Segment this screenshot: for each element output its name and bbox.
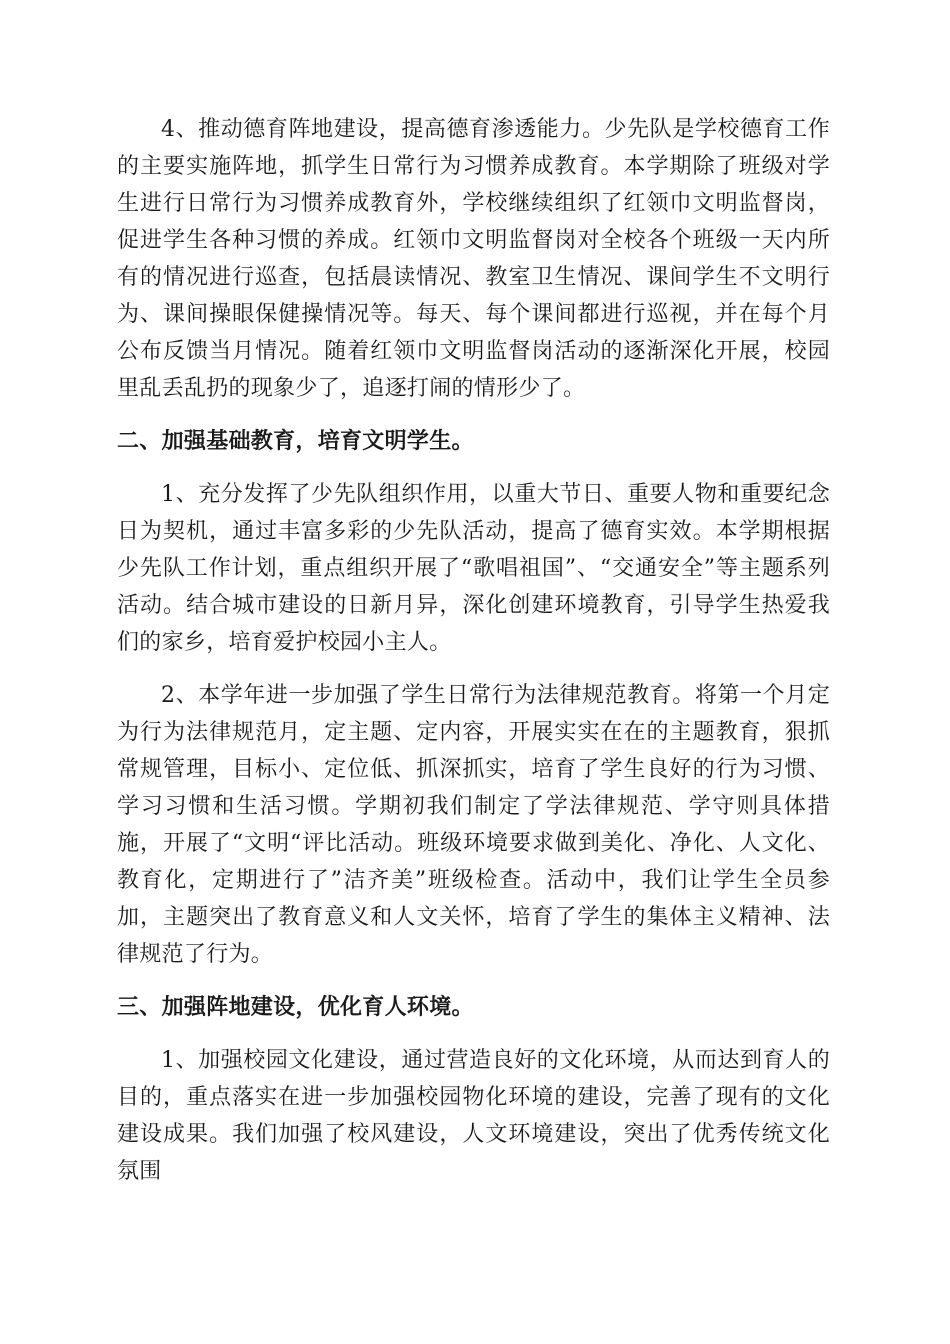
- paragraph-spacer: [117, 1026, 830, 1042]
- paragraph-young-pioneers-role: 1、充分发挥了少先队组织作用，以重大节日、重要人物和重要纪念日为契机，通过丰富多彩的少先队活动，提高了德育实效。本学期根据少先队工作计划，重点组织开展了“歌唱祖国”、“交通安全”等主题系列活动。结合城市建设的日新月异，深化创建环境教育，引导学生热爱我们的家乡，培育爱护校园小主人。: [117, 482, 830, 655]
- section-heading-basic-education: 二、加强基础教育，培育文明学生。: [117, 428, 474, 454]
- paragraph-spacer: [117, 973, 830, 989]
- paragraph-spacer: [117, 407, 830, 423]
- section-heading-environment: 三、加强阵地建设，优化育人环境。: [117, 994, 474, 1020]
- paragraph-spacer: [117, 460, 830, 476]
- paragraph-spacer: [117, 661, 830, 677]
- document-body: [117, 111, 830, 1190]
- paragraph-behavior-norms: 2、本学年进一步加强了学生日常行为法律规范教育。将第一个月定为行为法律规范月，定主题、定内容，开展实实在在的主题教育，狠抓常规管理，目标小、定位低、抓深抓实，培育了学生良好的行为习惯、学习习惯和生活习惯。学期初我们制定了学法律规范、学守则具体措施，开展了“文明“评比活动。班级环境要求做到美化、净化、人文化、教育化，定期进行了”洁齐美”班级检查。活动中，我们让学生全员参加，主题突出了教育意义和人文关怀，培育了学生的集体主义精神、法律规范了行为。: [117, 683, 830, 967]
- paragraph-moral-education-base: 4、推动德育阵地建设，提高德育渗透能力。少先队是学校德育工作的主要实施阵地，抓学生日常行为习惯养成教育。本学期除了班级对学生进行日常行为习惯养成教育外，学校继续组织了红领巾文明监督岗，促进学生各种习惯的养成。红领巾文明监督岗对全校各个班级一天内所有的情况进行巡查，包括晨读情况、教室卫生情况、课间学生不文明行为、课间操眼保健操情况等。每天、每个课间都进行巡视，并在每个月公布反馈当月情况。随着红领巾文明监督岗活动的逐渐深化开展，校园里乱丢乱扔的现象少了，追逐打闹的情形少了。: [117, 117, 830, 401]
- paragraph-campus-culture: 1、加强校园文化建设，通过营造良好的文化环境，从而达到育人的目的，重点落实在进一步加强校园物化环境的建设，完善了现有的文化建设成果。我们加强了校风建设，人文环境建设，突出了优秀传统文化氛围: [117, 1048, 830, 1184]
